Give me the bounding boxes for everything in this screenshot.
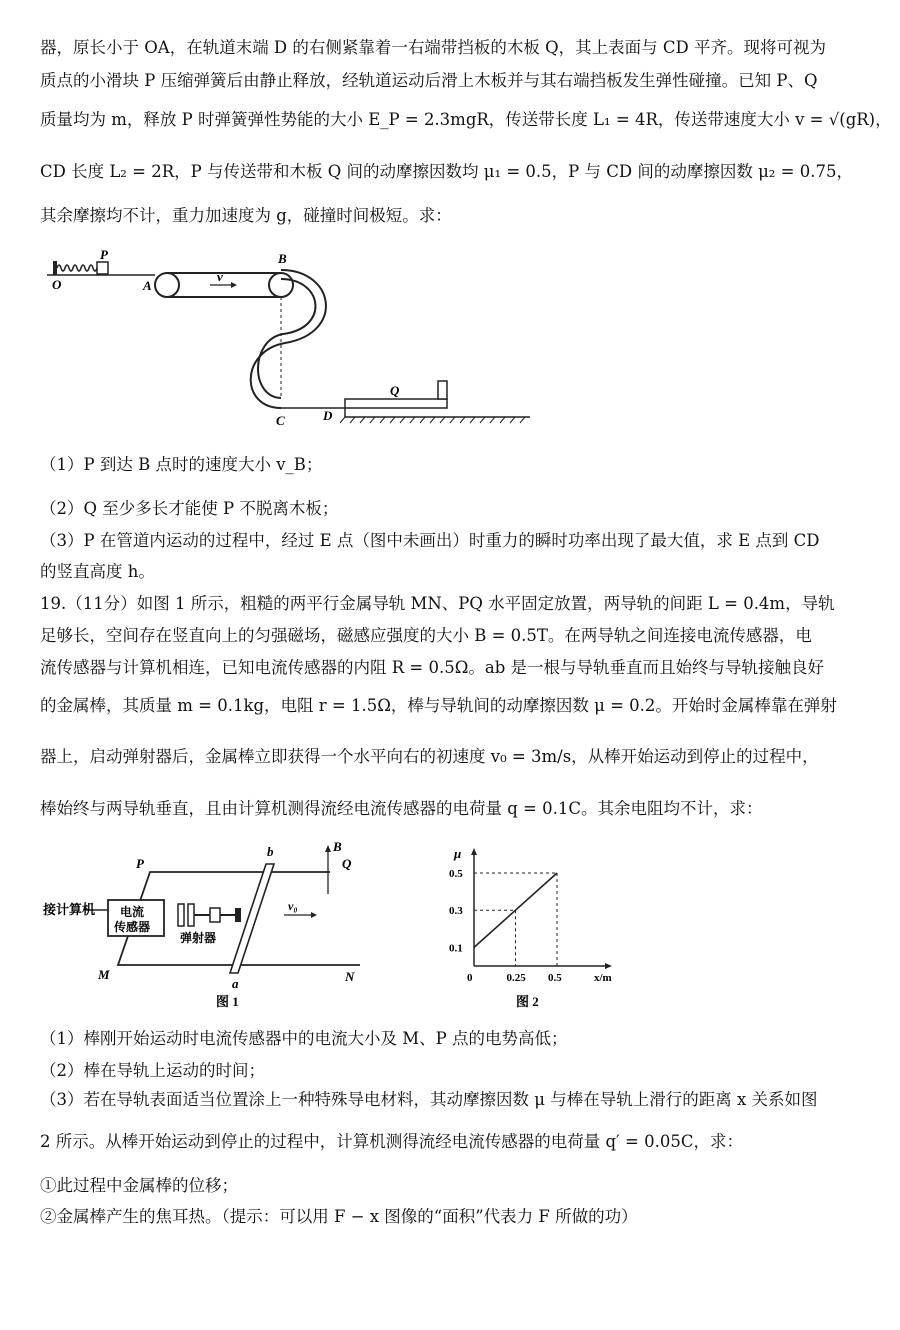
pulley-b	[269, 273, 293, 297]
board-q	[345, 399, 447, 408]
label-b: B	[278, 251, 287, 266]
x-axis-label: x/m	[594, 972, 612, 984]
label-computer: 接计算机	[43, 902, 96, 917]
q19-line-4: 的金属棒，其质量 m = 0.1kg，电阻 r = 1.5Ω，棒与导轨间的动摩擦因数 μ = 0.2。开始时金属棒靠在弹射	[40, 696, 837, 715]
label-a: a	[232, 976, 239, 991]
label-q: Q	[390, 383, 400, 398]
launcher-block	[210, 908, 220, 922]
label-v0: v₀	[288, 899, 298, 913]
x-tick-label: 0.25	[506, 972, 526, 984]
y-axis-label: μ	[454, 846, 462, 861]
label-p: P	[136, 856, 144, 871]
label-sensor-2: 传感器	[114, 920, 151, 934]
q18-line-4: CD 长度 L₂ = 2R，P 与传送带和木板 Q 间的动摩擦因数均 μ₁ = 0.5，P 与 CD 间的动摩擦因数 μ₂ = 0.75，	[40, 162, 853, 181]
q18-question-3-cont: 的竖直高度 h。	[40, 562, 155, 581]
wall	[53, 261, 57, 275]
origin-label: 0	[467, 972, 473, 984]
label-o: O	[52, 277, 62, 292]
v0-arrowhead	[311, 912, 317, 918]
y-tick-label: 0.5	[449, 868, 463, 880]
launcher-plate-2	[188, 904, 194, 926]
label-launcher: 弹射器	[180, 931, 217, 945]
label-b: b	[267, 844, 274, 859]
q18-line-3: 质量均为 m，释放 P 时弹簧弹性势能的大小 E_P = 2.3mgR，传送带长度 L₁ = 4R，传送带速度大小 v = √(gR)，	[40, 110, 892, 129]
conveyor-track-figure	[45, 248, 535, 428]
label-v: v	[217, 269, 223, 284]
q18-line-5: 其余摩擦均不计，重力加速度为 g，碰撞时间极短。求：	[40, 206, 452, 225]
q18-question-3: （3）P 在管道内运动的过程中，经过 E 点（图中未画出）时重力的瞬时功率出现了最大值，求 E 点到 CD	[40, 531, 820, 550]
q18-question-1: （1）P 到达 B 点时的速度大小 v_B；	[40, 455, 323, 474]
fig2-caption: 图 2	[516, 994, 539, 1009]
ground-hatch	[340, 417, 525, 423]
q19-line-1: 19.（11分）如图 1 所示，粗糙的两平行金属导轨 MN、PQ 水平固定放置，两导轨的间距 L = 0.4m，导轨	[40, 594, 835, 613]
b-field-arrowhead	[325, 845, 331, 852]
y-axis-arrowhead	[471, 848, 477, 855]
x-axis-arrowhead	[605, 963, 612, 969]
label-q: Q	[342, 856, 352, 871]
q19-line-5: 器上，启动弹射器后，金属棒立即获得一个水平向右的初速度 v₀ = 3m/s，从棒开始运动到停止的过程中，	[40, 747, 819, 766]
v-arrowhead	[231, 282, 237, 288]
friction-graph	[440, 838, 625, 1016]
rail-circuit-figure	[40, 838, 380, 1016]
y-tick-label: 0.3	[449, 905, 463, 918]
q18-line-1: 器，原长小于 OA，在轨道末端 D 的右侧紧靠着一右端带挡板的木板 Q，其上表面与 CD 平齐。现将可视为	[40, 38, 827, 57]
q19-line-6: 棒始终与两导轨垂直，且由计算机测得流经电流传感器的电荷量 q = 0.1C。其余电阻均不计，求：	[40, 799, 763, 818]
q19-question-2: （2）棒在导轨上运动的时间；	[40, 1061, 265, 1080]
q19-sub-2: ②金属棒产生的焦耳热。（提示：可以用 F − x 图像的“面积”代表力 F 所做的功）	[40, 1207, 638, 1226]
q19-sub-1: ①此过程中金属棒的位移；	[40, 1176, 238, 1195]
spring	[57, 265, 97, 271]
label-b-field: B	[333, 839, 342, 854]
q18-question-2: （2）Q 至少多长才能使 P 不脱离木板；	[40, 499, 339, 518]
q19-line-3: 流传感器与计算机相连，已知电流传感器的内阻 R = 0.5Ω。ab 是一根与导轨垂直而且始终与导轨接触良好	[40, 658, 825, 677]
q19-question-3: （3）若在导轨表面适当位置涂上一种特殊导电材料，其动摩擦因数 μ 与棒在导轨上滑行的距离 x 关系如图	[40, 1090, 818, 1109]
pulley-a	[155, 273, 179, 297]
x-tick-label: 0.5	[548, 972, 562, 984]
q18-line-2: 质点的小滑块 P 压缩弹簧后由静止释放，经轨道运动后滑上木板并与其右端挡板发生弹性碰撞。已知 P、Q	[40, 71, 818, 90]
slider-p	[97, 262, 108, 274]
q19-line-2: 足够长，空间存在竖直向上的匀强磁场，磁感应强度的大小 B = 0.5T。在两导轨之间连接电流传感器，电	[40, 626, 812, 645]
label-d: D	[323, 408, 333, 423]
launcher-head	[235, 908, 241, 922]
y-tick-label: 0.1	[449, 942, 463, 955]
label-m: M	[98, 967, 110, 982]
label-sensor-1: 电流	[120, 905, 145, 919]
board-baffle	[438, 381, 447, 399]
label-p: P	[100, 248, 108, 262]
q19-question-1: （1）棒刚开始运动时电流传感器中的电流大小及 M、P 点的电势高低；	[40, 1029, 568, 1048]
label-a: A	[143, 278, 152, 293]
label-n: N	[345, 969, 355, 984]
launcher-plate-1	[178, 904, 184, 926]
label-c: C	[276, 413, 285, 428]
fig1-caption: 图 1	[216, 994, 239, 1009]
q19-question-3-cont: 2 所示。从棒开始运动到停止的过程中，计算机测得流经电流传感器的电荷量 q′ = 0.05C，求：	[40, 1132, 743, 1151]
